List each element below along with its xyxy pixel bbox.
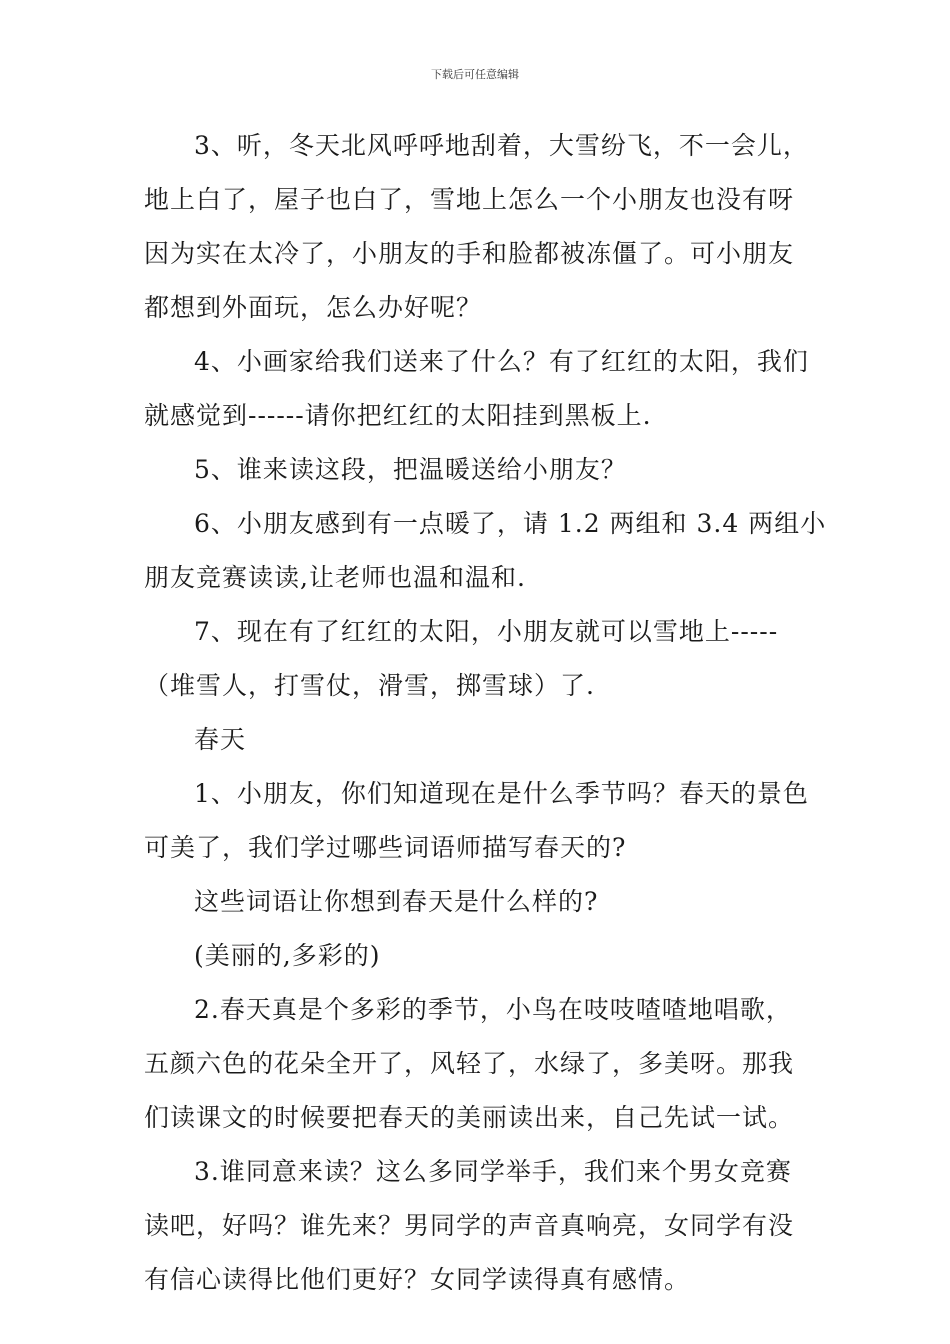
text-line: 7、现在有了红红的太阳，小朋友就可以雪地上----- xyxy=(194,617,779,646)
text-line: 这些词语让你想到春天是什么样的? xyxy=(194,887,599,916)
text-line: （堆雪人，打雪仗，滑雪，掷雪球）了. xyxy=(144,671,595,700)
text-line: 1、小朋友，你们知道现在是什么季节吗？春天的景色 xyxy=(194,779,809,808)
text-line: 地上白了，屋子也白了，雪地上怎么一个小朋友也没有呀 xyxy=(144,185,795,214)
text-line: (美丽的,多彩的) xyxy=(194,941,381,970)
text-line: 6、小朋友感到有一点暖了，请 1.2 两组和 3.4 两组小 xyxy=(194,509,827,538)
text-line: 3.谁同意来读？这么多同学举手，我们来个男女竞赛 xyxy=(194,1157,792,1186)
text-line: 5、谁来读这段，把温暖送给小朋友？ xyxy=(194,455,627,484)
text-line: 就感觉到------请你把红红的太阳挂到黑板上. xyxy=(144,401,652,430)
text-line: 因为实在太冷了，小朋友的手和脸都被冻僵了。可小朋友 xyxy=(144,239,795,268)
text-line: 朋友竞赛读读,让老师也温和温和. xyxy=(144,563,526,592)
header-note: 下载后可任意编辑 xyxy=(431,68,519,81)
text-line: 都想到外面玩，怎么办好呢？ xyxy=(144,293,483,322)
text-line: 4、小画家给我们送来了什么？有了红红的太阳，我们 xyxy=(194,347,809,376)
text-line: 读吧，好吗？谁先来？男同学的声音真响亮，女同学有没 xyxy=(144,1211,795,1240)
text-line: 可美了，我们学过哪些词语师描写春天的? xyxy=(144,833,627,862)
text-line: 五颜六色的花朵全开了，风轻了，水绿了，多美呀。那我 xyxy=(144,1049,795,1078)
section-heading: 春天 xyxy=(194,725,247,754)
text-line: 2.春天真是个多彩的季节，小鸟在吱吱喳喳地唱歌， xyxy=(194,995,792,1024)
text-line: 有信心读得比他们更好？女同学读得真有感情。 xyxy=(144,1265,691,1294)
text-line: 们读课文的时候要把春天的美丽读出来，自己先试一试。 xyxy=(144,1103,795,1132)
text-line: 3、听，冬天北风呼呼地刮着，大雪纷飞，不一会儿， xyxy=(194,131,809,160)
